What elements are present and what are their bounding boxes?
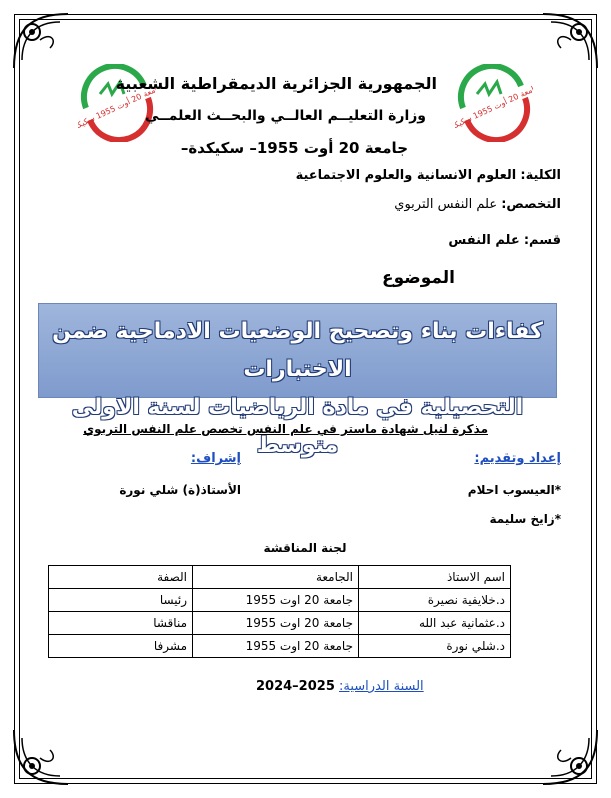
- topic-label: الموضوع: [382, 268, 455, 288]
- student-name-2: *زايخ سليمة: [489, 512, 561, 526]
- prepared-by-label: إعداد وتقديم:: [474, 451, 561, 466]
- specialty-label: التخصص:: [501, 197, 561, 212]
- table-row: [49, 589, 511, 612]
- table-row: [49, 612, 511, 635]
- logo-text: جامعة 20 أوت 1955 سكيكدة: [455, 82, 533, 134]
- specialty-value: علم النفس التربوي: [394, 197, 498, 212]
- academic-year-value: 2024–2025: [256, 679, 335, 694]
- faculty-line: [296, 168, 561, 183]
- corner-ornament-top-left: [10, 10, 72, 72]
- table-row: [49, 635, 511, 658]
- academic-year-label: السنة الدراسية:: [339, 679, 424, 694]
- thesis-title-line2: التحصيلية في مادة الرياضيات لسنة الاولى متوسط: [71, 395, 524, 458]
- table-header-cell: الجامعة: [193, 566, 359, 589]
- table-cell: مشرفا: [49, 635, 193, 658]
- logo-text: جامعة 20 أوت 1955 سكيكدة: [78, 82, 156, 134]
- committee-title: لجنة المناقشة: [263, 541, 347, 555]
- table-cell: جامعة 20 اوت 1955: [193, 635, 359, 658]
- table-cell: جامعة 20 اوت 1955: [193, 612, 359, 635]
- department-value: علم النفس: [448, 233, 520, 248]
- specialty-line: [394, 197, 561, 212]
- table-cell: د.عثمانية عبد الله: [359, 612, 511, 635]
- table-cell: مناقشا: [49, 612, 193, 635]
- university-logo-right: [455, 64, 533, 142]
- table-cell: رئيسا: [49, 589, 193, 612]
- faculty-label: الكلية:: [520, 168, 561, 183]
- committee-table: [48, 565, 511, 658]
- corner-ornament-top-right: [539, 10, 601, 72]
- academic-year-line: [256, 679, 424, 694]
- corner-ornament-bottom-right: [539, 726, 601, 788]
- table-cell: جامعة 20 اوت 1955: [193, 589, 359, 612]
- faculty-value: العلوم الانسانية والعلوم الاجتماعية: [295, 168, 517, 183]
- table-header-row: [49, 566, 511, 589]
- table-header-cell: اسم الاستاذ: [359, 566, 511, 589]
- thesis-subtitle: مذكرة لنيل شهادة ماستر في علم النفس تخصص علم النفس التربوي: [83, 422, 488, 436]
- student-name-1: *العيسوب احلام: [467, 483, 561, 497]
- thesis-title-line1: كفاءات بناء وتصحيح الوضعيات الادماجية ضمن الاختبارات: [52, 319, 543, 382]
- header-republic: الجمهورية الجزائرية الديمقراطية الشعبية: [115, 74, 437, 93]
- supervision-label: إشراف:: [190, 451, 241, 466]
- header-university: جامعة 20 أوت 1955– سكيكدة–: [180, 139, 408, 157]
- header-ministry: وزارة التعليــم العالــي والبحــث العلمــي: [145, 108, 426, 124]
- table-cell: د.خلايفية نصيرة: [359, 589, 511, 612]
- table-header-cell: الصفة: [49, 566, 193, 589]
- corner-ornament-bottom-left: [10, 726, 72, 788]
- table-cell: د.شلي نورة: [359, 635, 511, 658]
- department-label: قسم:: [523, 233, 561, 248]
- supervisor-name: الأستاذ(ة) شلي نورة: [119, 483, 241, 497]
- department-line: [448, 233, 561, 248]
